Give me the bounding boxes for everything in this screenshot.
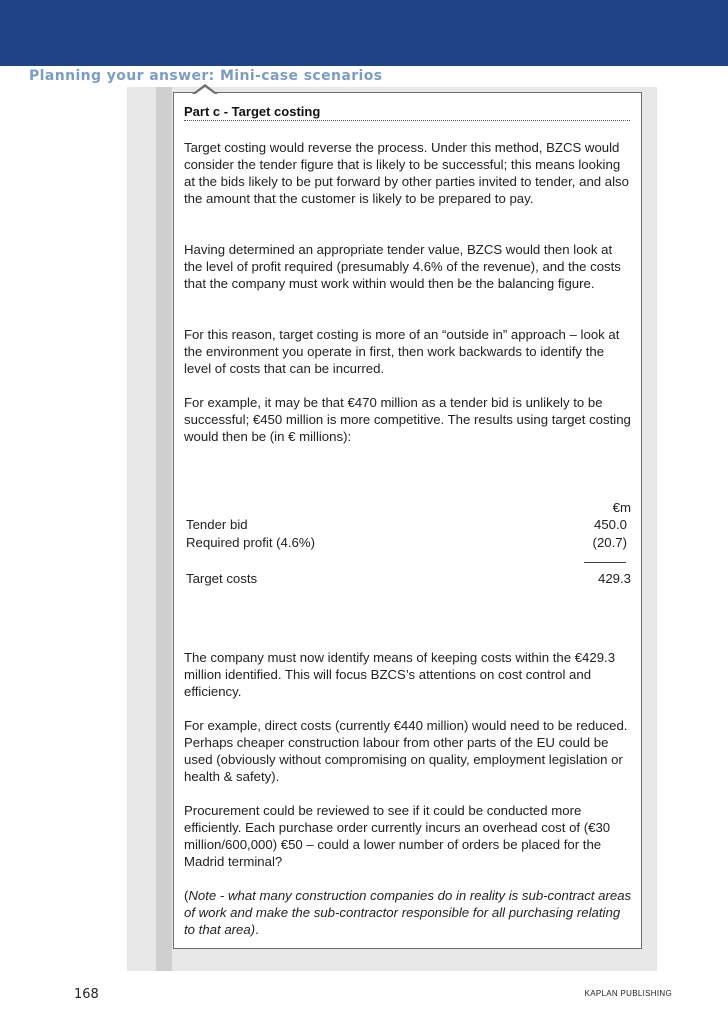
unit-header: €m [612,500,631,515]
publisher-name: KAPLAN PUBLISHING [584,989,672,998]
paragraph: For example, direct costs (currently €440 million) would need to be reduced. Perhaps cheaper construction labour from other parts of the EU could be used (obviously without compromising on quality, employment legislation or health & safety). [184,718,628,784]
part-title: Part c - Target costing [184,104,321,119]
paragraph: For this reason, target costing is more of an “outside in” approach – look at the environment you operate in first, then work backwards to identify the level of costs that can be incurred. [184,327,620,376]
total-value: 429.3 [597,571,631,586]
title-divider [184,120,630,121]
page-number: 168 [74,987,99,1002]
box-side-bar [156,87,172,971]
paragraph: Procurement could be reviewed to see if it could be conducted more efficiently. Each purchase order currently incurs an overhead cost of (€30 million/600,000) €50 – could a lower number of orders be placed for the Madrid terminal? [184,803,611,869]
paragraph: The company must now identify means of keeping costs within the €429.3 million identified. This will focus BZCS’s attentions on cost control and efficiency. [184,650,616,699]
row-label: Tender bid [186,517,248,532]
note-text: Note - what many construction companies do in reality is sub-contract areas of work and make the sub-contractor responsible for all purchasing relating to that area) [184,888,632,937]
box-notch-inner [194,87,216,95]
note-paragraph [184,887,634,938]
total-rule [584,562,626,563]
total-label: Target costs [186,571,258,586]
note-end: . [255,922,259,937]
paragraph: For example, it may be that €470 million as a tender bid is unlikely to be successful; €450 million is more competitive. The results using target costing would then be (in € millions): [184,395,631,444]
note-open-paren: ( [184,888,189,903]
row-value: 450.0 [593,517,627,532]
header-bar [0,0,728,66]
section-heading: Planning your answer: Mini-case scenarios [29,68,383,84]
row-label: Required profit (4.6%) [186,535,316,550]
row-value: (20.7) [592,535,627,550]
paragraph: Having determined an appropriate tender value, BZCS would then look at the level of profit required (presumably 4.6% of the revenue), and the costs that the company must work within would then be the balancing figure. [184,242,621,291]
paragraph: Target costing would reverse the process. Under this method, BZCS would consider the tender figure that is likely to be successful; this means looking at the bids likely to be put forward by other parties invited to tender, and also the amount that the customer is likely to be prepared to pay. [184,140,629,206]
